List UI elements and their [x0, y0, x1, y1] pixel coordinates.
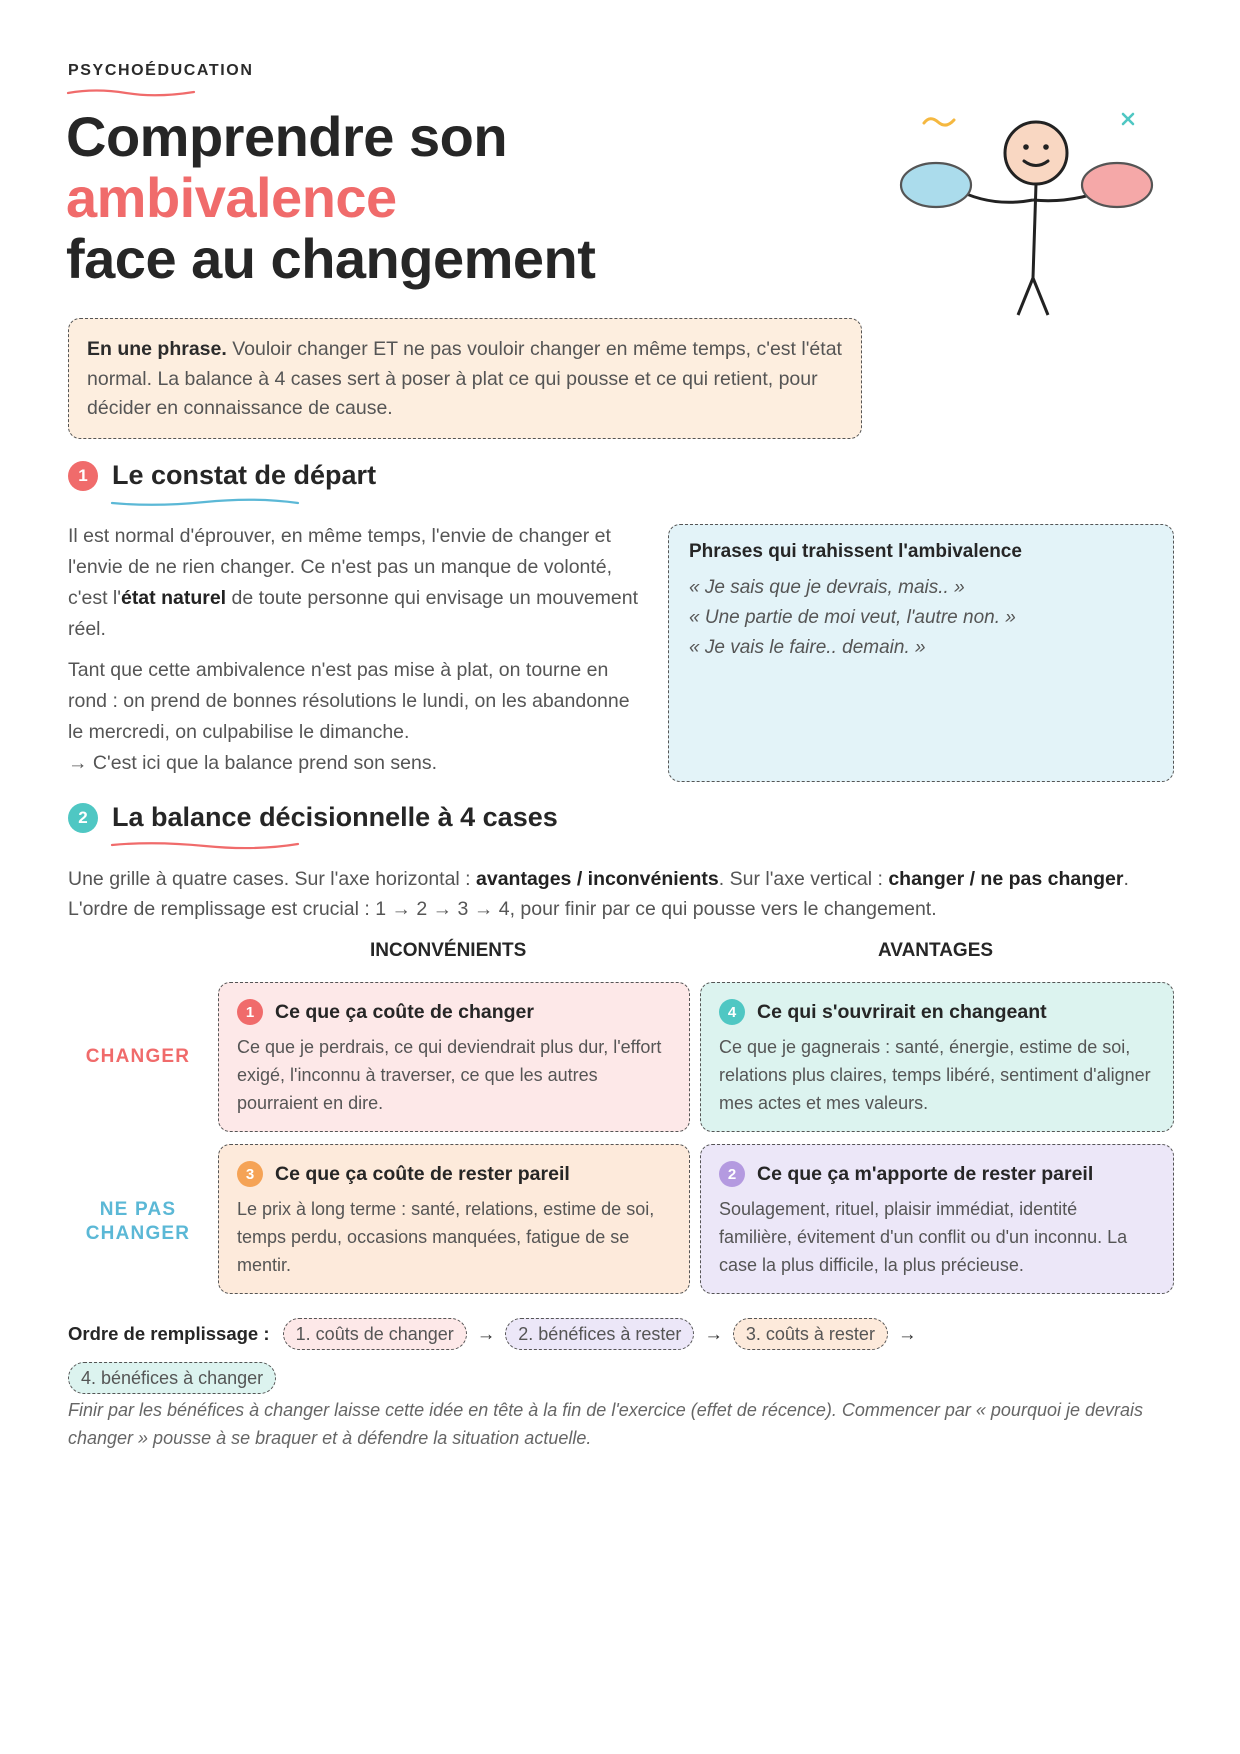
eyebrow-underline: [66, 86, 196, 98]
row-label-changer-2: CHANGER: [85, 1223, 191, 1244]
ambivalence-quotes-box: [668, 524, 1174, 782]
summary-text: Vouloir changer ET ne pas vouloir changer en même temps, c'est l'état normal. La balance à 4 cases sert à poser à plat ce qui pousse et ce qui retient, pour décider en connaissance de cause.: [87, 338, 842, 419]
intro-bold-axis-h: avantages / inconvénients: [476, 868, 719, 890]
section-2-intro: [68, 864, 1178, 924]
column-header-avantages: AVANTAGES: [878, 940, 994, 961]
section-1-paragraph-1: [68, 521, 648, 645]
section-2-heading: [68, 802, 558, 833]
fill-order-label: Ordre de remplissage :: [68, 1323, 270, 1344]
cell-couts-changer: [218, 982, 690, 1132]
section-2-title: La balance décisionnelle à 4 cases: [112, 802, 558, 832]
section-1-underline: [110, 497, 300, 509]
cell-3-body: Le prix à long terme : santé, relations, estime de soi, temps perdu, occasions manquées, fatigue de se mentir.: [237, 1199, 655, 1275]
row-label-changer: CHANGER: [85, 1046, 191, 1067]
cell-1-body: Ce que je perdrais, ce qui deviendrait plus dur, l'effort exigé, l'inconnu à traverser, ce que les autres pourraient en dire.: [237, 1037, 662, 1113]
intro-text-e: . L'ordre de remplissage est crucial : 1 → 2 → 3 → 4, pour finir par ce qui pousse vers le changement.: [68, 868, 1129, 920]
section-1-title: Le constat de départ: [112, 460, 377, 490]
eyebrow: PSYCHOÉDUCATION: [68, 62, 254, 79]
cell-couts-rester: [218, 1144, 690, 1294]
p2-arrow-text: → C'est ici que la balance prend son sens.: [68, 752, 438, 774]
cell-3-number: 3: [237, 1161, 263, 1187]
title-line-1: Comprendre son: [66, 105, 508, 168]
quote-2: « Une partie de moi veut, l'autre non. »: [689, 607, 1016, 628]
section-1-paragraph-2: [68, 655, 648, 779]
cell-4-body: Ce que je gagnerais : santé, énergie, estime de soi, relations plus claires, temps libéré, sentiment d'aligner mes actes et mes valeurs.: [719, 1037, 1151, 1113]
column-header-inconvenients: INCONVÉNIENTS: [370, 940, 527, 961]
title-line-3: face au changement: [66, 227, 596, 290]
fill-order: [68, 1312, 1178, 1400]
order-step-4: 4. bénéfices à changer: [68, 1362, 276, 1394]
summary-box: [68, 318, 862, 439]
cell-4-number: 4: [719, 999, 745, 1025]
intro-text-a: Une grille à quatre cases. Sur l'axe horizontal :: [68, 868, 477, 890]
p1-bold: état naturel: [120, 587, 227, 609]
p1-text-a: Il est normal d'éprouver, en même temps, l'envie de changer et l'envie de ne rien changer. Ce n'est pas un manque de volonté, c'est l': [68, 525, 613, 609]
cell-1-number: 1: [237, 999, 263, 1025]
intro-text-c: . Sur l'axe vertical :: [718, 868, 889, 890]
cell-benefices-rester: [700, 1144, 1174, 1294]
row-label-ne-pas: NE PAS: [99, 1199, 177, 1220]
section-2-underline: [110, 839, 300, 851]
cell-4-head: [719, 999, 1155, 1025]
row-label-ne-pas-changer: [68, 1198, 208, 1246]
recency-note: Finir par les bénéfices à changer laisse cette idée en tête à la fin de l'exercice (effet de récence). Commencer par « pourquoi je devrais changer » pousse à se braquer et à défendre la situation actuelle.: [68, 1400, 1144, 1448]
quote-1: « Je sais que je devrais, mais.. »: [689, 577, 965, 598]
order-arrow-1: →: [476, 1323, 496, 1344]
order-arrow-2: →: [704, 1323, 723, 1344]
section-1-number: 1: [68, 461, 98, 491]
p1-text-c: de toute personne qui envisage un mouvement réel.: [68, 587, 639, 640]
quotes-title: Phrases qui trahissent l'ambivalence: [689, 541, 1022, 562]
quote-3: « Je vais le faire.. demain. »: [689, 637, 926, 658]
title-accent: ambivalence: [66, 166, 397, 229]
cell-3-head: [237, 1161, 671, 1187]
p2-text: Tant que cette ambivalence n'est pas mise à plat, on tourne en rond : on prend de bonnes résolutions le lundi, on les abandonne le mercredi, on culpabilise le dimanche.: [68, 659, 630, 743]
cell-1-head: [237, 999, 671, 1025]
order-arrow-3: →: [897, 1323, 917, 1344]
cell-2-body: Soulagement, rituel, plaisir immédiat, identité familière, évitement d'un conflit ou d'un inconnu. La case la plus difficile, la plus précieuse.: [719, 1199, 1128, 1275]
summary-lead: En une phrase.: [87, 338, 227, 360]
cell-2-title: Ce que ça m'apporte de rester pareil: [757, 1162, 1094, 1185]
stick-figure-illustration: [890, 100, 1180, 330]
cell-2-head: [719, 1161, 1155, 1187]
cell-benefices-changer: [700, 982, 1174, 1132]
intro-bold-axis-v: changer / ne pas changer: [888, 868, 1124, 890]
cell-1-title: Ce que ça coûte de changer: [275, 1000, 534, 1023]
cell-2-number: 2: [719, 1161, 745, 1187]
cell-4-title: Ce qui s'ouvrirait en changeant: [757, 1000, 1047, 1023]
order-step-1: 1. coûts de changer: [283, 1318, 467, 1350]
order-step-2: 2. bénéfices à rester: [505, 1318, 694, 1350]
section-1-heading: [68, 460, 376, 491]
cell-3-title: Ce que ça coûte de rester pareil: [275, 1162, 570, 1185]
page-title: [66, 106, 595, 289]
order-step-3: 3. coûts à rester: [733, 1318, 888, 1350]
section-2-number: 2: [68, 803, 98, 833]
